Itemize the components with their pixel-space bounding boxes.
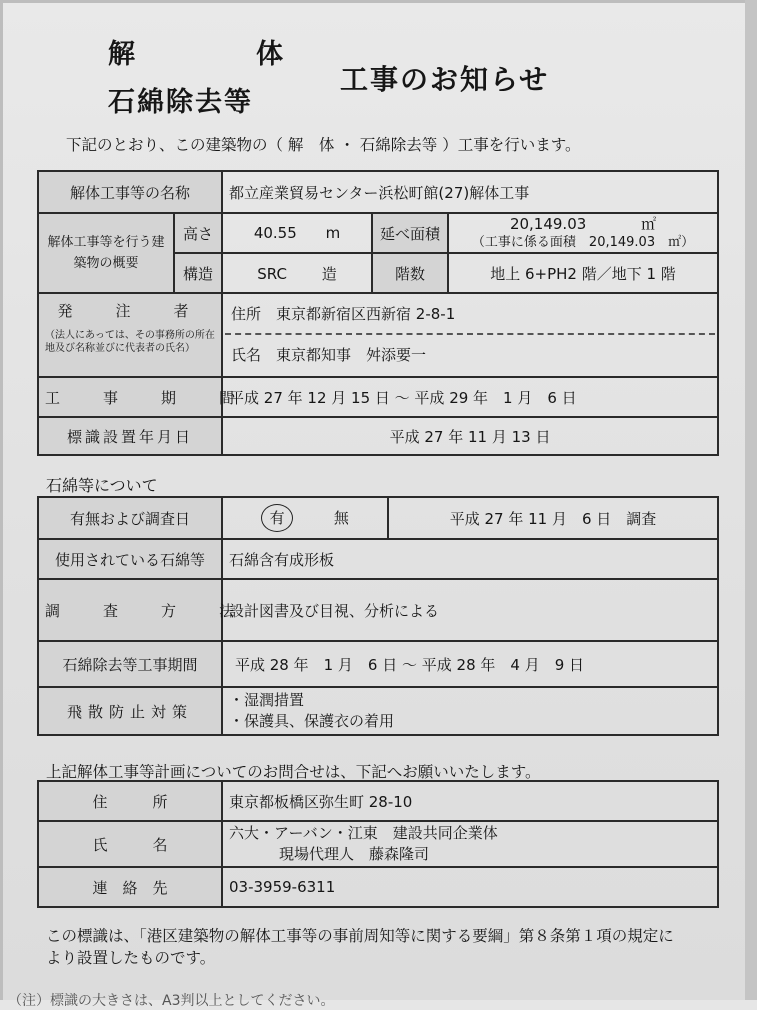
table-row [38,213,718,253]
structure-label: 構造 [174,253,222,293]
measures-cell [222,687,718,735]
floor-area-note: （工事に係る面積 20,149.03 ㎡） [471,234,695,250]
floors-value: 地上 6+PH2 階／地下 1 階 [448,253,718,293]
floor-area-value: 20,149.03 [509,214,587,233]
sign-date-value: 平成 27 年 11 月 13 日 [222,417,718,455]
title-demolition-b: 体 [256,39,284,70]
overview-label: 解体工事等を行う建築物の概要 [38,213,174,293]
left-edge [0,0,3,1000]
work-name-label: 解体工事等の名称 [38,171,222,213]
height-value: 40.55 [253,224,297,242]
contact-address-label: 住 所 [38,781,222,821]
height-cell [222,213,372,253]
method-value: 設計図書及び目視、分析による [222,579,718,641]
footer-line-1: この標識は、「港区建築物の解体工事等の事前周知等に関する要綱」第８条第１項の規定に [46,927,674,945]
table-row [38,293,718,377]
footer-cutoff-note: （注）標識の大きさは、A3判以上としてください。 [8,993,335,1009]
measure-item: ・湿潤措置 [229,691,305,709]
table-row [38,539,718,579]
table-row [38,867,718,907]
client-label: 発 注 者 [57,302,203,320]
contact-company: 六大・アーバン・江東 建設共同企業体 [229,824,498,842]
client-note: （法人にあっては、その事務所の所在地及び名称並びに代表者の氏名） [45,330,215,354]
contact-phone-label: 連 絡 先 [38,867,222,907]
measures-label: 飛散防止対策 [38,687,222,735]
work-name-value: 都立産業貿易センター浜松町館(27)解体工事 [222,171,718,213]
period-value: 平成 27 年 12 月 15 日 〜 平成 29 年 1 月 6 日 [222,377,718,417]
table-row [38,417,718,455]
contact-phone-value: 03-3959-6311 [222,867,718,907]
removal-period-label: 石綿除去等工事期間 [38,641,222,687]
title-asbestos: 石綿除去等 [108,87,253,118]
method-label: 調 査 方 法 [38,579,222,641]
contact-table [37,780,719,908]
contact-intro: 上記解体工事等計画についてのお問合せは、下記へお願いいたします。 [46,763,541,781]
title-notice: 工事のお知らせ [340,63,550,96]
client-cell [222,293,718,377]
table-row [38,781,718,821]
height-label: 高さ [174,213,222,253]
table-row [38,377,718,417]
client-name: 氏名 東京都知事 舛添要一 [231,346,427,364]
sign-date-label: 標識設置年月日 [38,417,222,455]
table-row [38,687,718,735]
contact-name-label: 氏 名 [38,821,222,867]
floor-area-label: 延べ面積 [372,213,448,253]
materials-value: 石綿含有成形板 [222,539,718,579]
contact-name-cell [222,821,718,867]
intro-text: 下記のとおり、この建築物の（ 解 体 ・ 石綿除去等 ）工事を行います。 [66,136,581,154]
asbestos-table [37,496,719,736]
presence-no: 無 [333,509,349,527]
top-edge [0,0,757,3]
client-address: 住所 東京都新宿区西新宿 2-8-1 [231,305,456,323]
measure-item: ・保護具、保護衣の着用 [229,712,395,730]
construction-table [37,170,719,456]
floor-area-cell [448,213,718,253]
floors-label: 階数 [372,253,448,293]
materials-label: 使用されている石綿等 [38,539,222,579]
table-row [38,641,718,687]
presence-yes-circled: 有 [261,504,293,532]
contact-address-value: 東京都板橋区弥生町 28-10 [222,781,718,821]
asbestos-section-title: 石綿等について [46,476,158,495]
floor-area-unit: ㎡ [641,214,657,233]
period-label: 工 事 期 間 [38,377,222,417]
contact-representative: 現場代理人 藤森隆司 [279,845,430,863]
table-row [38,497,718,539]
right-edge [745,0,757,1000]
structure-cell [222,253,372,293]
height-unit: m [325,224,341,242]
client-label-cell [38,293,222,377]
removal-period-value: 平成 28 年 1 月 6 日 〜 平成 28 年 4 月 9 日 [222,641,718,687]
presence-label: 有無および調査日 [38,497,222,539]
title-demolition-a: 解 [108,39,136,70]
table-row [38,821,718,867]
survey-date: 平成 27 年 11 月 6 日 調査 [388,497,718,539]
structure-suffix: 造 [321,264,337,283]
footer-line-2: より設置したものです。 [46,949,216,967]
presence-cell [222,497,388,539]
table-row [38,579,718,641]
structure-value: SRC [257,264,287,283]
table-row [38,171,718,213]
